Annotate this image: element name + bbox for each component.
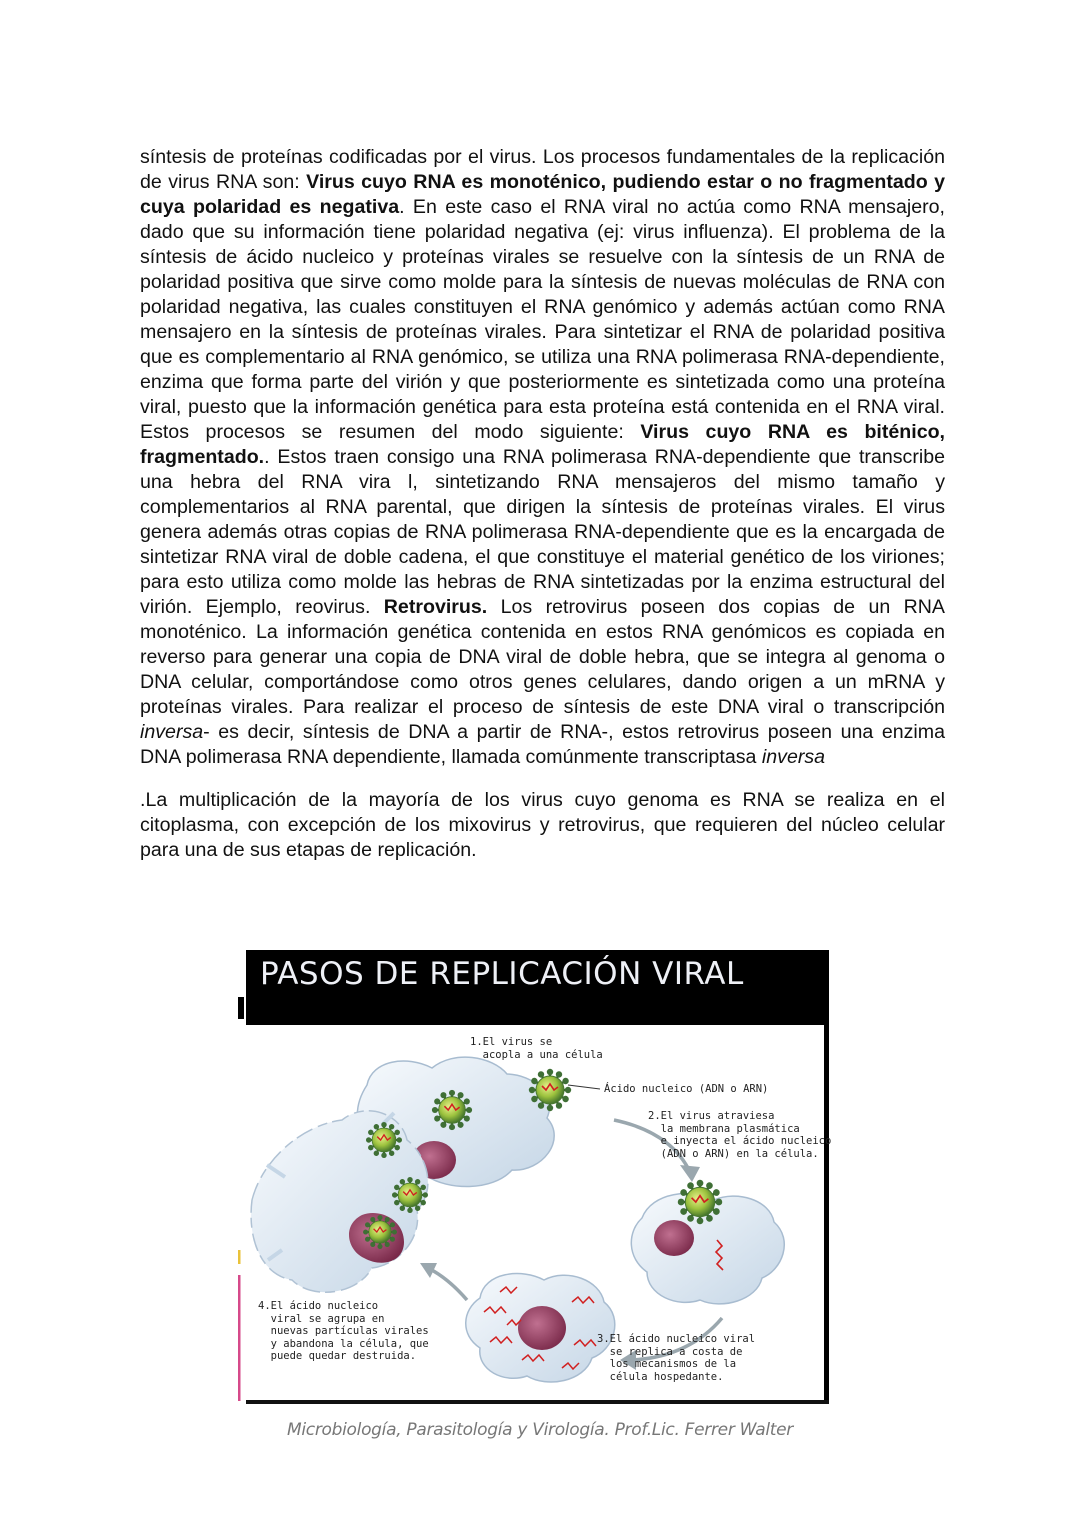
figure-edge-right: [824, 1025, 829, 1403]
step-3-label: 3.El ácido nucleico viral se replica a costa de los mecanismos de la célula hospedante.: [597, 1333, 756, 1383]
bold-retrovirus: Retrovirus.: [383, 596, 488, 618]
figure-edge-left: [238, 997, 244, 1019]
step-2-label: 2.El virus atraviesa la membrana plasmática e inyecta el ácido nucleico (ADN o ARN) en la célula.: [648, 1110, 832, 1160]
figure-title: PASOS DE REPLICACIÓN VIRAL: [260, 956, 744, 992]
nucleic-acid-label: Ácido nucleico (ADN o ARN): [604, 1083, 769, 1095]
figure-edge-bottom: [246, 1400, 829, 1404]
footer-credit: Microbiología, Parasitología y Virología. Prof.Lic. Ferrer Walter: [287, 1420, 793, 1440]
viral-replication-figure: [222, 950, 832, 1406]
step-4-label: 4.El ácido nucleico viral se agrupa en nuevas partículas virales y abandona la célula, que puede quedar destruida.: [258, 1300, 429, 1362]
step-1-label: 1.El virus se acopla a una célula: [470, 1036, 603, 1061]
body-text: [140, 145, 945, 863]
bold-bitenic: Virus cuyo RNA es biténico, fragmentado.: [140, 421, 946, 468]
nucleus-2: [654, 1220, 694, 1256]
paragraph-2: .La multiplicación de la mayoría de los virus cuyo genoma es RNA se realiza en el citoplasma, con excepción de los mixovirus y retrovirus, que requieren del núcleo celular para una de sus etapas de replicación.: [140, 789, 945, 861]
bold-negative-polarity: Virus cuyo RNA es monoténico, pudiendo estar o no fragmentado y cuya polaridad es negativa: [140, 171, 945, 218]
nucleus-3: [518, 1306, 566, 1350]
paragraph-1: síntesis de proteínas codificadas por el virus. Los procesos fundamentales de la replicación de virus RNA son: Virus cuyo RNA es monoténico, pudiendo estar o no fragmentado y cuya polaridad es negativa. En este caso el RNA viral no actúa como RNA mensajero, dado que su información tiene polaridad negativa (ej: virus influenza). El problema de la síntesis de ácido nucleico y proteínas virales se resuelve con la síntesis de un RNA de polaridad positiva que sirve como molde para la síntesis de nuevas moléculas de RNA con polaridad negativa, las cuales constituyen el RNA genómico y además actúan como RNA mensajero en la síntesis de proteínas virales. Para sintetizar el RNA de polaridad positiva que es complementario al RNA genómico, se utiliza una RNA polimerasa RNA-dependiente, enzima que forma parte del virión y que posteriormente es sintetizada como una proteína viral, puesto que la información genética para esta proteína está contenida en el RNA viral. Estos procesos se resumen del modo siguiente: Virus cuyo RNA es biténico, fragmentado.. Estos traen consigo una RNA polimerasa RNA-dependiente que transcribe una hebra del RNA vira l, sintetizando RNA mensajeros del mismo tamaño y complementarios al RNA parental, que dirigen la síntesis de proteínas virales. El virus genera además otras copias de RNA polimerasa RNA-dependiente que es la encargada de sintetizar RNA viral de doble cadena, el que constituye el material genético de los viriones; para esto utiliza como molde las hebras de RNA sintetizadas por la enzima estructural del virión. Ejemplo, reovirus. Retrovirus. Los retrovirus poseen dos copias de un RNA monoténico. La información genética contenida en estos RNA genómicos es copiada en reverso para generar una copia de DNA viral de doble hebra, que se integra al genoma o DNA celular, comportándose como otros genes celulares, dando origen a un mRNA y proteínas virales. Para realizar el proceso de síntesis de este DNA viral o transcripción inversa- es decir, síntesis de DNA a partir de RNA-, estos retrovirus poseen una enzima DNA polimerasa RNA dependiente, llamada comúnmente transcriptasa inversa: [140, 146, 946, 768]
figure-header: [246, 950, 829, 1025]
